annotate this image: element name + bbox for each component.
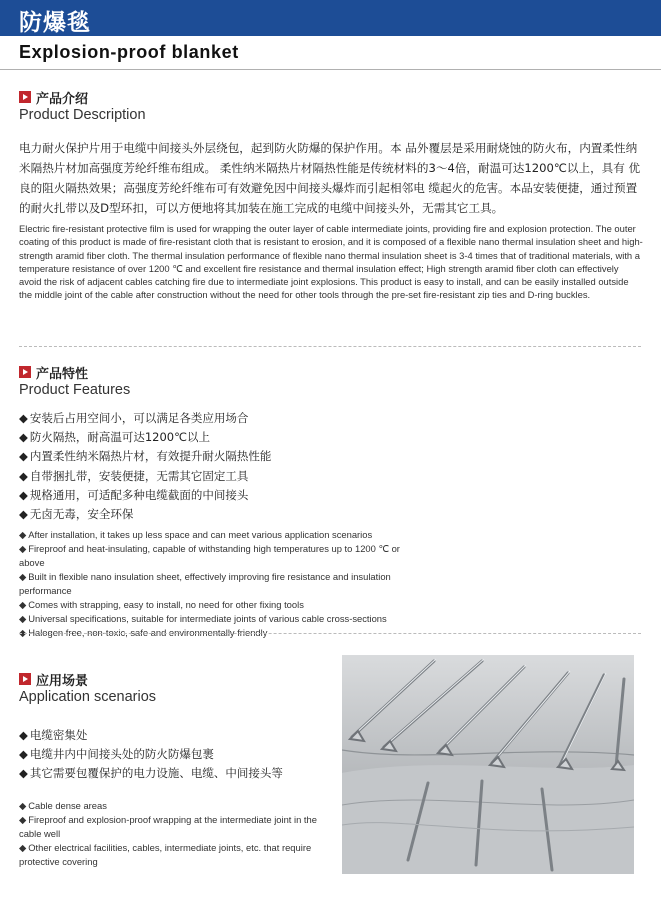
list-item: ◆ Fireproof and explosion-proof wrapping at the intermediate joint in the cable well [19,814,317,839]
list-item: ◆ After installation, it takes up less space and can meet various application scenarios [19,529,373,540]
section-heading-features [19,363,88,382]
section-heading-zh: 产品特性 [36,367,89,382]
bullet-icon: ◆ [19,468,28,483]
bullet-icon: ◆ [19,728,28,742]
features-list-en [19,528,419,640]
list-item: ◆ 安装后占用空间小，可以满足各类应用场合 [19,411,249,425]
section-heading-description [19,88,88,107]
applications-list-en [19,799,331,869]
list-item: ◆ Cable dense areas [19,800,107,811]
bullet-icon: ◆ [19,449,28,464]
bullet-icon: ◆ [19,766,28,781]
section-arrow-icon [19,91,31,103]
list-item: ◆ Built in flexible nano insulation sheet, effectively improving fire resistance and insulation performance [19,571,391,596]
section-heading-zh: 应用场景 [36,674,89,689]
list-item: ◆ 防火隔热，耐高温可达1200℃以上 [19,430,211,445]
bullet-icon: ◆ [19,411,28,425]
list-item: ◆ 内置柔性纳米隔热片材，有效提升耐火隔热性能 [19,449,272,464]
section-arrow-icon [19,366,31,378]
list-item: ◆ Fireproof and heat-insulating, capable of withstanding high temperatures up to 1200 ℃ or above [19,543,400,568]
page-title-zh: 防爆毯 [19,10,91,36]
blanket-illustration [342,655,634,874]
applications-list-zh [19,726,283,784]
section-heading-en: Application scenarios [19,689,157,705]
title-divider [0,69,661,70]
section-divider [19,346,641,347]
section-heading-zh: 产品介绍 [36,92,89,107]
page-title-en: Explosion-proof blanket [19,42,239,62]
list-item: ◆ Other electrical facilities, cables, intermediate joints, etc. that require protective covering [19,842,312,867]
list-item: ◆ 规格通用，可适配多种电缆截面的中间接头 [19,487,249,502]
title-bar [0,0,661,36]
bullet-icon: ◆ [19,507,28,522]
description-body-zh: 电力耐火保护片用于电缆中间接头外层绕包，起到防火防爆的保护作用。本 品外覆层是采用耐烧蚀的防火布，内置柔性纳米隔热片材加高强度芳纶纤维布组成。 柔性纳米隔热片材隔热性能是传统材料的3～4倍，耐温可达1200℃以上，具有 优良的阻火隔热效果；高强度芳纶纤维布可有效避免因中间接头爆炸而引起相邻电 缆起火的危害。本品安装便捷，通过预置的耐火扎带以及D型环扣，可以方便地将其加装在施工完成的电缆中间接头外，无需其它工具。 [19,141,641,215]
bullet-icon: ◆ [19,487,28,502]
section-divider [19,633,641,634]
section-heading-applications [19,670,88,689]
bullet-icon: ◆ [19,747,28,762]
section-heading-en: Product Features [19,382,131,398]
list-item: ◆ 电缆密集处 [19,728,88,742]
list-item: ◆ Comes with strapping, easy to install, no need for other fixing tools [19,599,304,610]
bullet-icon: ◆ [19,430,28,445]
description-body-en: Electric fire-resistant protective film is used for wrapping the outer layer of cable intermediate joints, providing fire and explosion protection. The outer coating of this product is made of fire-resistant cloth that is resistant to erosion, and it is composed of a flexible nano thermal insulation sheet and high-strength aramid fiber cloth. The thermal insulation performance of flexible nano thermal insulation sheet is 3-4 times that of traditional materials, with a temperature resistance of over 1200 ℃ and excellent fire resistance and thermal insulation effect; High strength aramid fiber cloth can effectively avoid the risk of adjacent cables catching fire due to intermediate joint explosions. This product is easy to install, and can be easily installed outside the middle joint of the cable after construction without the need for other tools through the pre-set fire-resistant zip ties and D-ring buckles. [19,223,643,301]
section-arrow-icon [19,673,31,685]
features-list-zh [19,409,271,524]
list-item: ◆ Universal specifications, suitable for intermediate joints of various cable cross-sections ◆ Halogen free, non-toxic, safe and environmentally friendly [19,613,387,638]
list-item: ◆ 其它需要包覆保护的电力设施、电缆、中间接头等 [19,766,283,781]
list-item: ◆ 电缆井内中间接头处的防火防爆包裹 [19,747,214,762]
section-heading-en: Product Description [19,107,146,123]
product-photo [342,655,634,874]
list-item: ◆ 无卤无毒，安全环保 [19,507,134,522]
list-item: ◆ 自带捆扎带，安装便捷，无需其它固定工具 [19,468,249,483]
